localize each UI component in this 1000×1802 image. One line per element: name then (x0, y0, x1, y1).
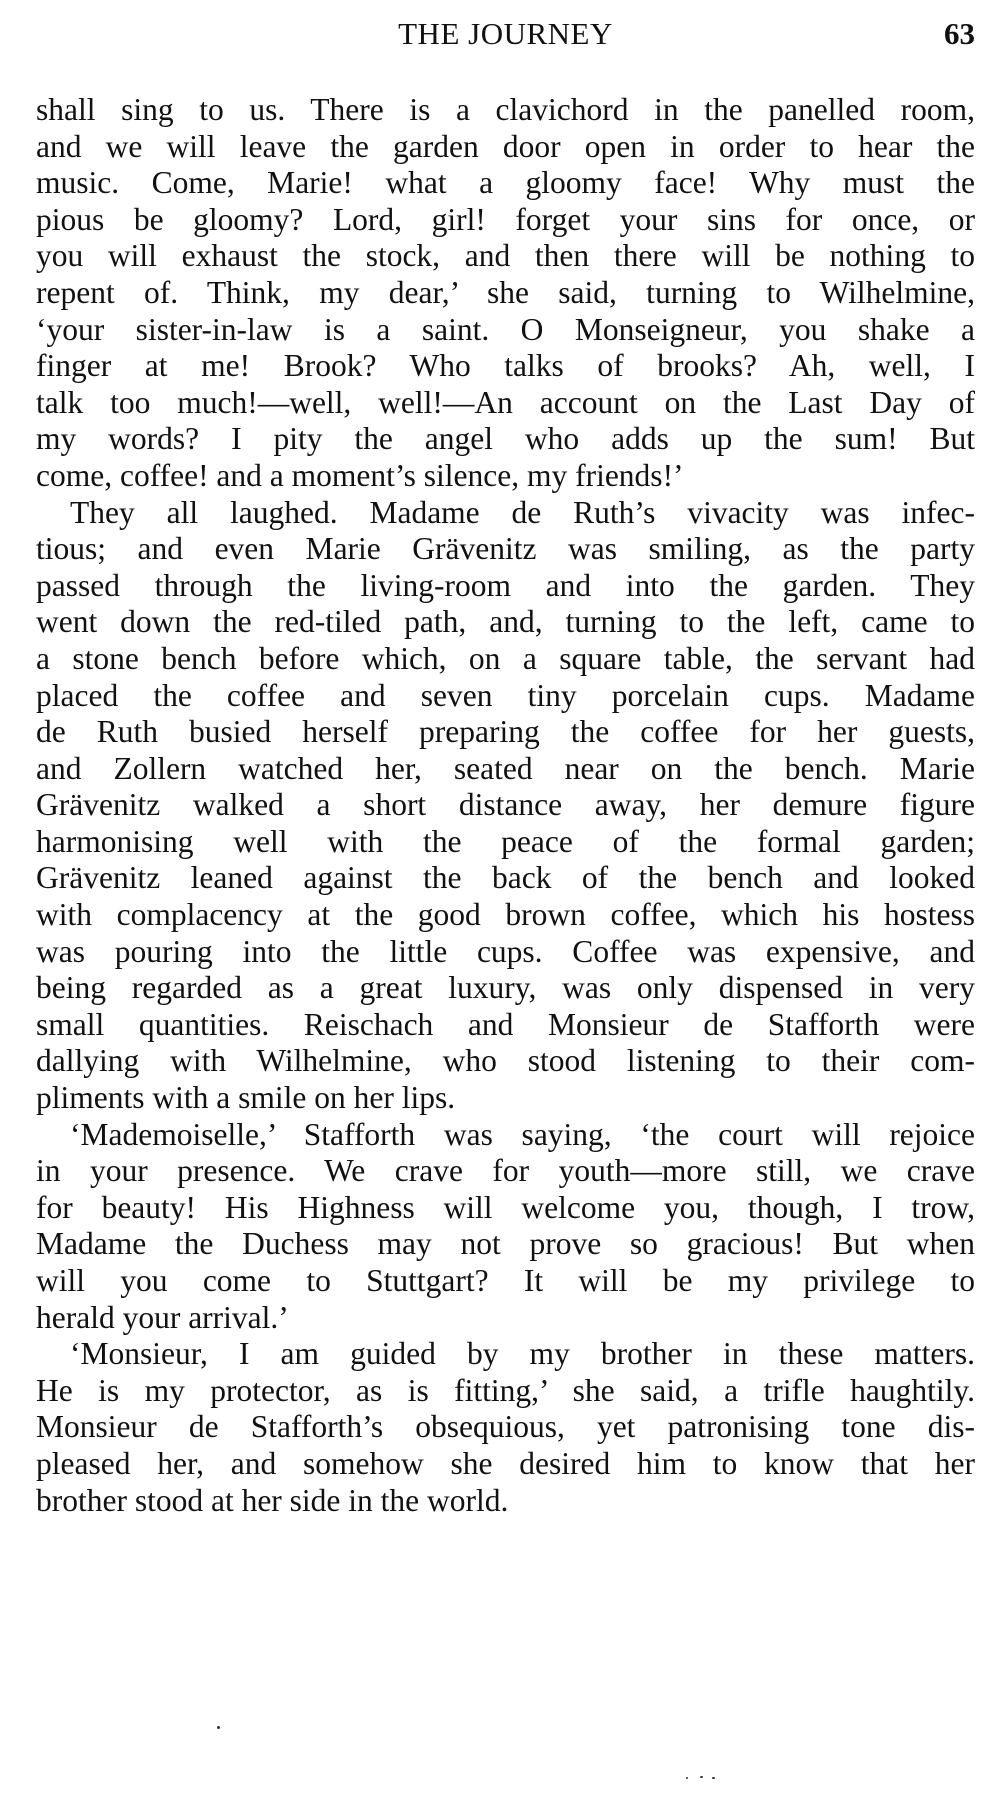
print-speck (217, 1726, 220, 1729)
text-line: placed the coffee and seven tiny porcelain cups. Madame (36, 677, 975, 713)
text-line: with complacency at the good brown coffee, which his hostess (36, 897, 975, 933)
text-line: pious be gloomy? Lord, girl! forget your sins for once, or (36, 201, 975, 237)
text-line: Madame the Duchess may not prove so gracious! But when (36, 1226, 975, 1262)
running-head (36, 16, 975, 60)
text-line: a stone bench before which, on a square table, the servant had (36, 640, 975, 676)
running-title: THE JOURNEY (398, 16, 613, 51)
text-line: and Zollern watched her, seated near on the bench. Marie (36, 750, 975, 786)
page-number: 63 (944, 16, 975, 51)
text-line: was pouring into the little cups. Coffee was expensive, and (36, 933, 975, 969)
text-line: being regarded as a great luxury, was only dispensed in very (36, 970, 975, 1006)
text-line: ‘your sister-in-law is a saint. O Monseigneur, you shake a (36, 311, 975, 347)
text-line: will you come to Stuttgart? It will be my privilege to (36, 1263, 975, 1298)
text-line: went down the red-tiled path, and, turning to the left, came to (36, 604, 975, 640)
text-line: finger at me! Brook? Who talks of brooks? Ah, well, I (36, 348, 975, 384)
text-line: my words? I pity the angel who adds up the sum! But (36, 421, 975, 457)
text-line: pleased her, and somehow she desired him to know that her (36, 1445, 975, 1481)
text-line: ‘Mademoiselle,’ Stafforth was saying, ‘the court will rejoice (70, 1116, 975, 1152)
text-line: shall sing to us. There is a clavichord in the panelled room, (36, 92, 975, 127)
text-line: Monsieur de Stafforth’s obsequious, yet patronising tone dis- (36, 1409, 975, 1445)
print-speck (700, 1776, 703, 1778)
text-line: herald your arrival.’ (36, 1299, 289, 1335)
paragraph (36, 1336, 975, 1519)
print-speck (712, 1777, 715, 1779)
text-line: tious; and even Marie Grävenitz was smiling, as the party (36, 531, 975, 567)
text-line: They all laughed. Madame de Ruth’s vivacity was infec- (70, 494, 975, 530)
text-line: ‘Monsieur, I am guided by my brother in these matters. (70, 1336, 975, 1372)
text-line: Grävenitz leaned against the back of the bench and looked (36, 860, 975, 896)
text-line: pliments with a smile on her lips. (36, 1080, 456, 1116)
paragraph (36, 1117, 975, 1337)
text-line: brother stood at her side in the world. (36, 1482, 509, 1518)
text-line: He is my protector, as is fitting,’ she said, a trifle haughtily. (36, 1372, 975, 1408)
text-line: come, coffee! and a moment’s silence, my friends!’ (36, 457, 684, 493)
text-line: and we will leave the garden door open in order to hear the (36, 128, 975, 164)
text-line: music. Come, Marie! what a gloomy face! Why must the (36, 165, 975, 201)
text-line: for beauty! His Highness will welcome you, though, I trow, (36, 1189, 975, 1225)
text-line: small quantities. Reischach and Monsieur de Stafforth were (36, 1006, 975, 1042)
text-line: passed through the living-room and into the garden. They (36, 567, 975, 603)
text-line: in your presence. We crave for youth—more still, we crave (36, 1153, 975, 1189)
text-line: you will exhaust the stock, and then there will be nothing to (36, 238, 975, 274)
text-line: repent of. Think, my dear,’ she said, turning to Wilhelmine, (36, 274, 975, 310)
paragraph (36, 495, 975, 1117)
text-line: de Ruth busied herself preparing the coffee for her guests, (36, 714, 975, 750)
text-line: harmonising well with the peace of the formal garden; (36, 823, 975, 859)
text-line: talk too much!—well, well!—An account on the Last Day of (36, 384, 975, 420)
paragraph (36, 92, 975, 495)
print-speck (686, 1777, 688, 1779)
text-line: Grävenitz walked a short distance away, her demure figure (36, 787, 975, 823)
body-text (36, 92, 975, 1519)
text-line: dallying with Wilhelmine, who stood listening to their com- (36, 1043, 975, 1079)
